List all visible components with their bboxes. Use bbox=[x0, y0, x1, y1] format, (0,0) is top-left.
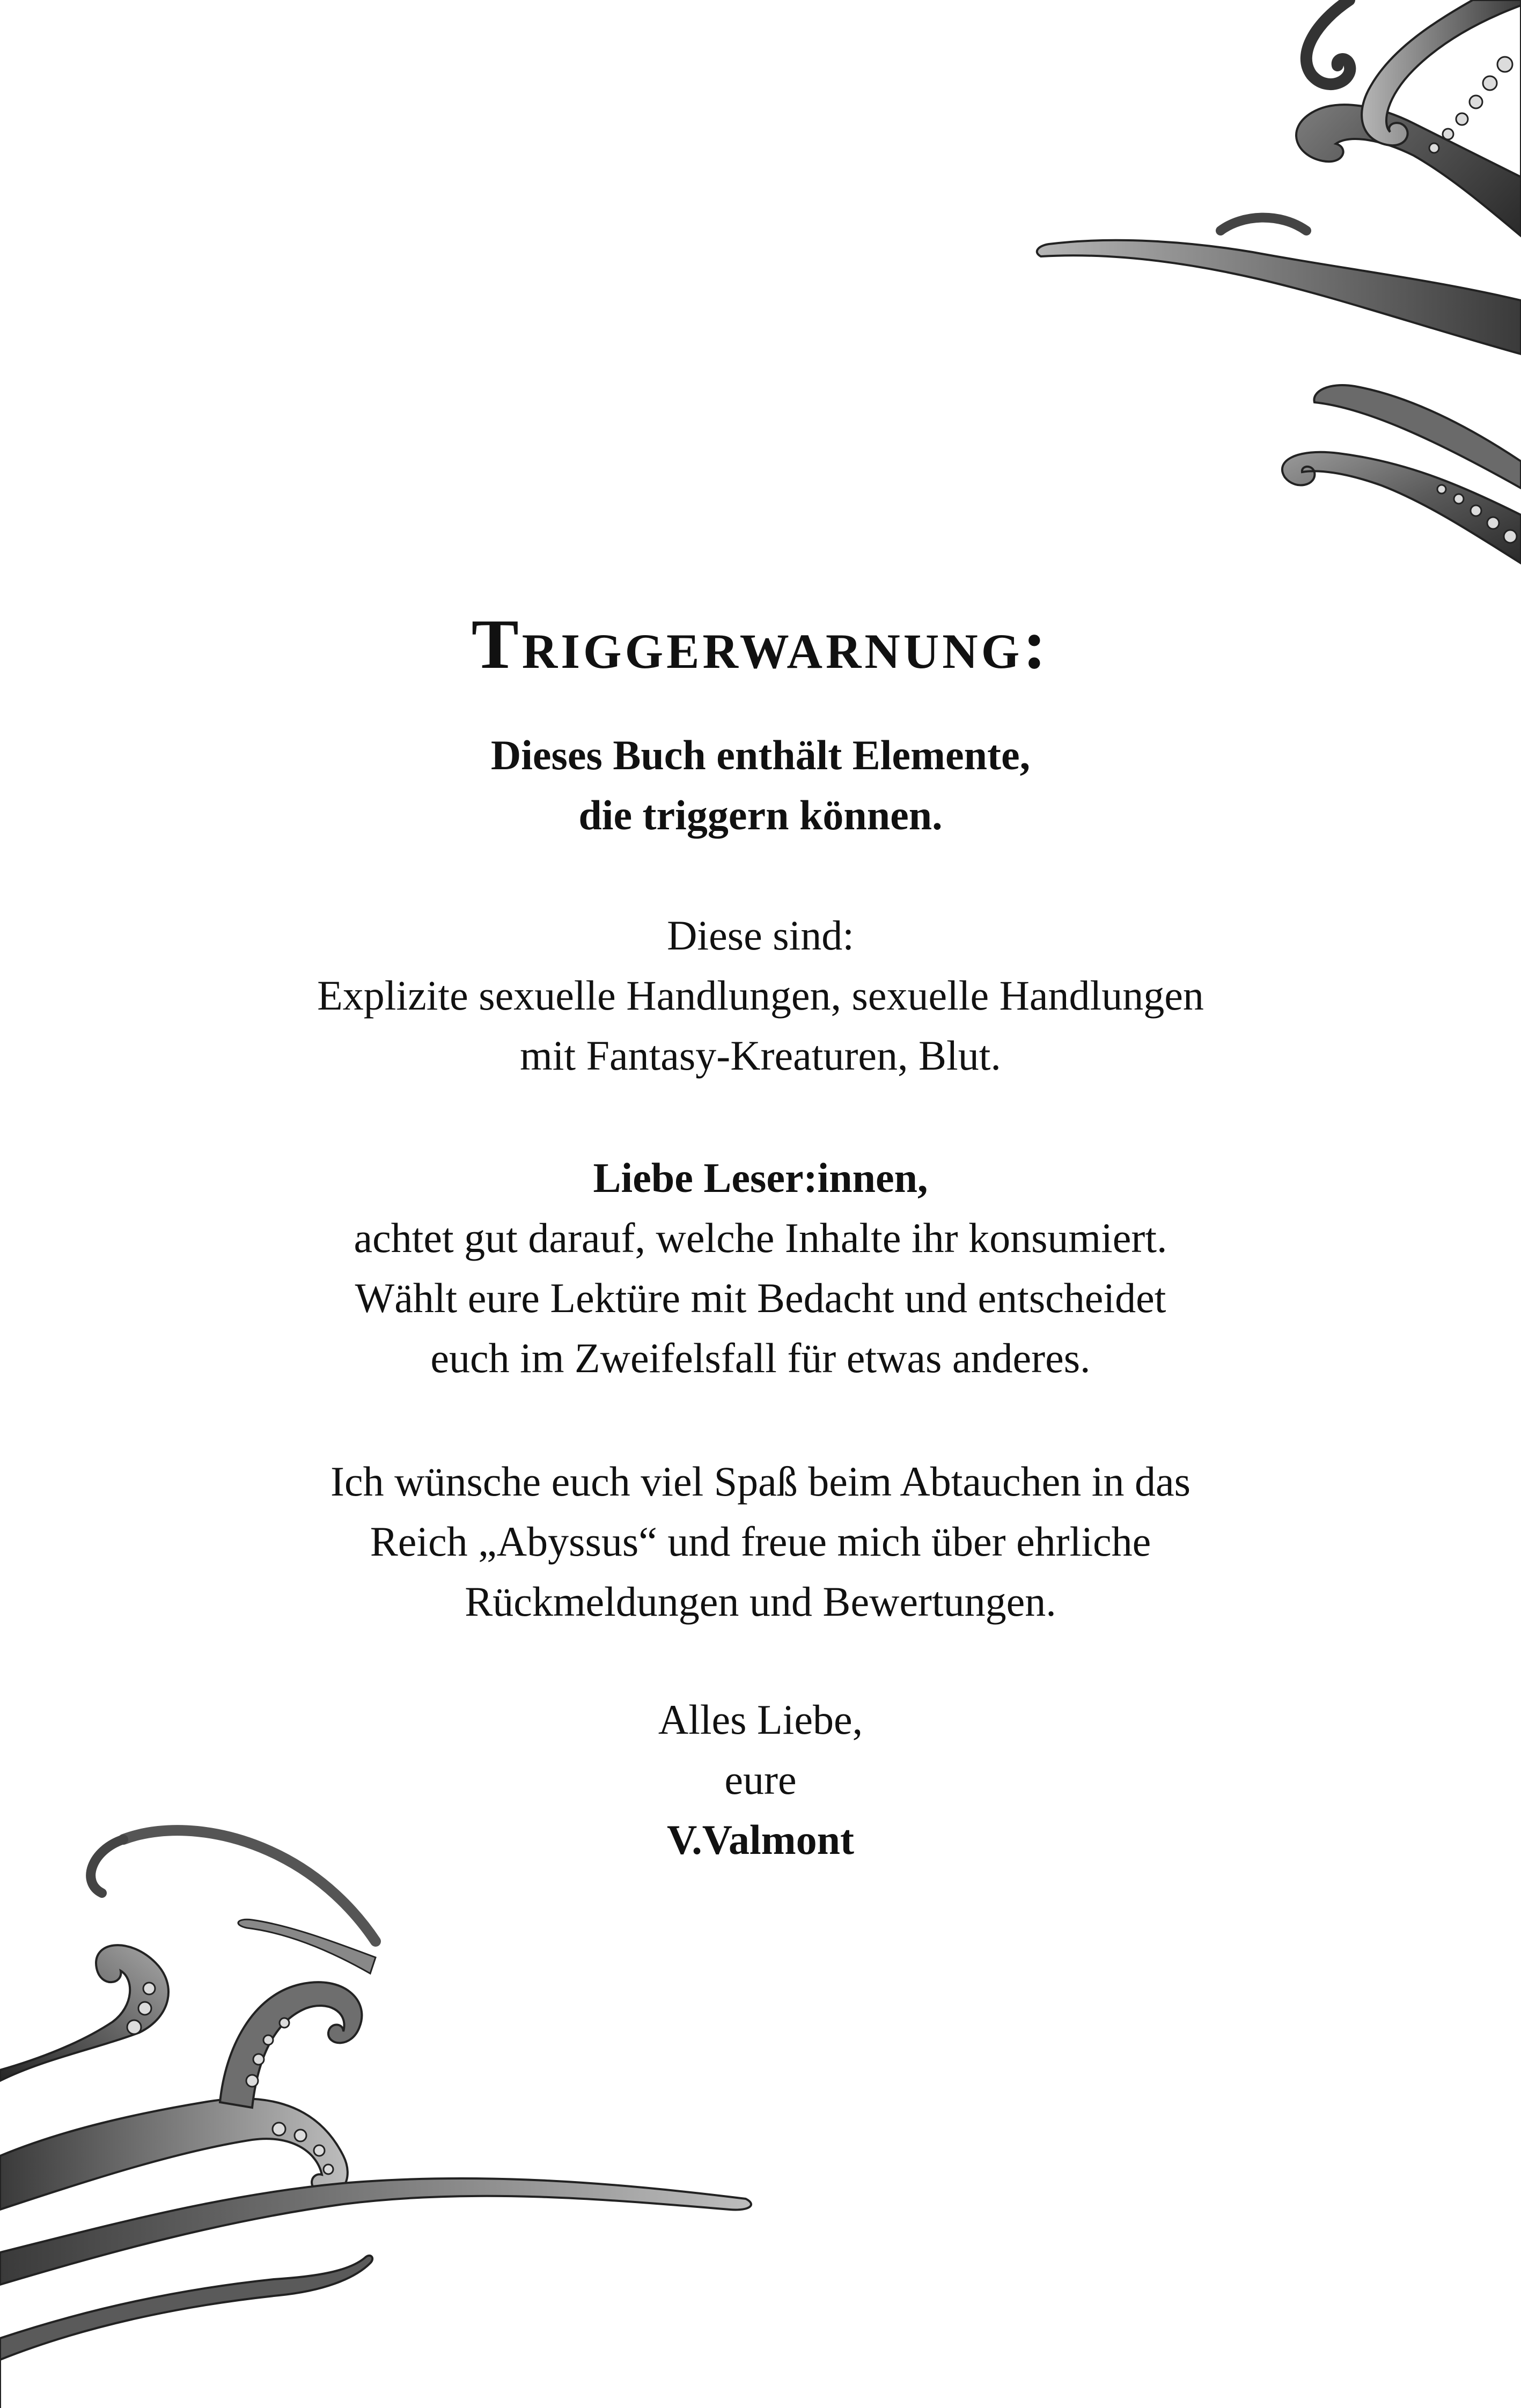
wish-line-2: Reich „Abyssus“ und freue mich über ehrliche bbox=[370, 1518, 1151, 1565]
wish-line-3: Rückmeldungen und Bewertungen. bbox=[465, 1578, 1056, 1625]
wish-line-1: Ich wünsche euch viel Spaß beim Abtauchen in das bbox=[330, 1458, 1191, 1505]
content-list-line-1: Explizite sexuelle Handlungen, sexuelle Handlungen bbox=[317, 972, 1204, 1019]
closing-line-1: Alles Liebe, bbox=[658, 1696, 863, 1743]
readers-line-3: euch im Zweifelsfall für etwas anderes. bbox=[430, 1335, 1091, 1381]
readers-line-1: achtet gut darauf, welche Inhalte ihr konsumiert. bbox=[354, 1214, 1167, 1261]
intro-block bbox=[0, 725, 1521, 845]
intro-line-2: die triggern können. bbox=[578, 792, 943, 838]
page-title: Triggerwarnung: bbox=[471, 605, 1050, 684]
tentacles-top-right-illustration bbox=[813, 0, 1521, 574]
intro-line-1: Dieses Buch enthält Elemente, bbox=[490, 732, 1031, 778]
readers-greeting: Liebe Leser:innen, bbox=[593, 1154, 928, 1201]
closing-line-2: eure bbox=[724, 1756, 797, 1803]
readers-block bbox=[0, 1148, 1521, 1388]
content-list-heading: Diese sind: bbox=[667, 912, 854, 959]
content-list-line-2: mit Fantasy-Kreaturen, Blut. bbox=[520, 1032, 1001, 1079]
author-signature: V.Valmont bbox=[667, 1816, 854, 1863]
wish-block bbox=[0, 1452, 1521, 1632]
content-list-block bbox=[0, 905, 1521, 1086]
readers-line-2: Wählt eure Lektüre mit Bedacht und entscheidet bbox=[355, 1275, 1166, 1321]
tentacles-bottom-left-illustration bbox=[0, 1780, 762, 2408]
